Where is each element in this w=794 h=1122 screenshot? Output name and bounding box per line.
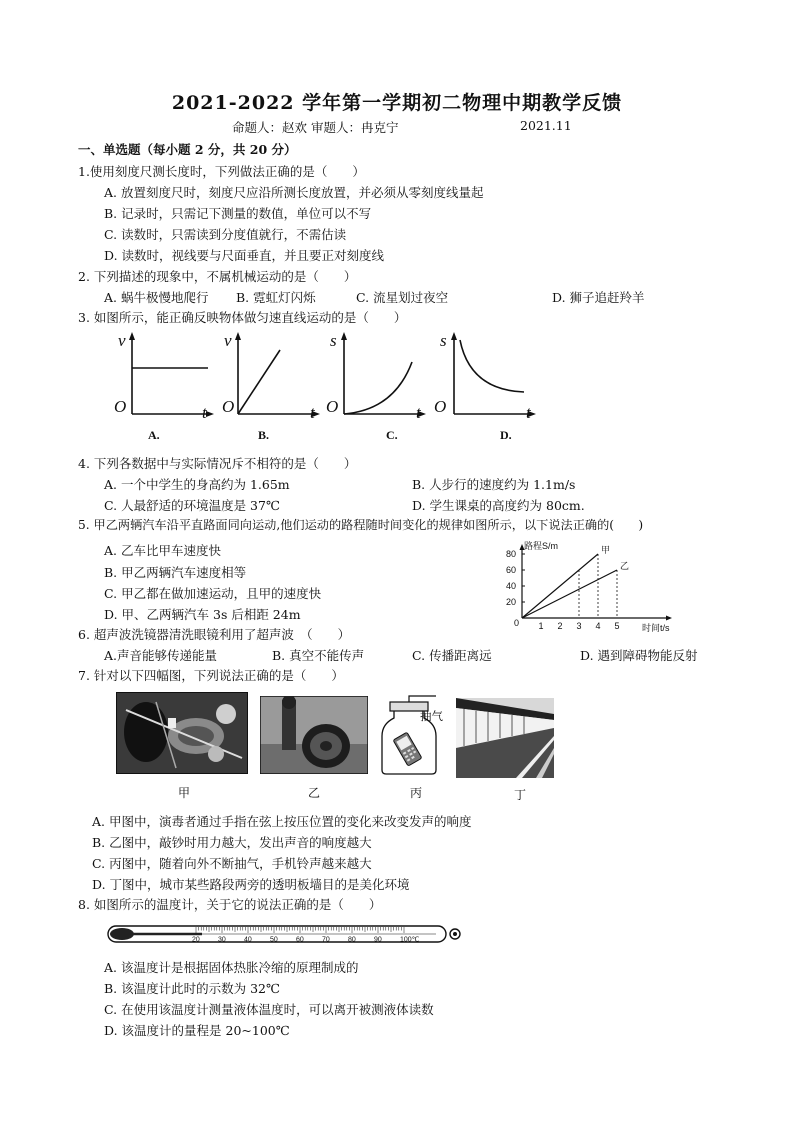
graph-d-label: D.: [500, 428, 512, 442]
chart-xtick-label: 3: [576, 621, 582, 631]
q4-option-b: B. 人步行的速度约为 1.1m/s: [412, 477, 576, 492]
q3-stem: 3. 如图所示，能正确反映物体做匀速直线运动的是（ ）: [78, 310, 407, 325]
graph-c-xlabel: t: [416, 403, 421, 422]
exam-date: 2021.11: [520, 118, 572, 133]
q8-option-c: C. 在使用该温度计测量液体温度时，可以离开被测液体读数: [104, 1002, 434, 1017]
q6-option-c: C. 传播距离远: [412, 648, 492, 663]
graph-a-label: A.: [148, 428, 160, 442]
chart-ytick-label: 20: [506, 597, 517, 607]
q3-motion-graphs: [104, 328, 564, 446]
graph-a-ylabel: v: [118, 331, 126, 350]
graph-c-label: C.: [386, 428, 398, 442]
q7-option-a: A. 甲图中，演毒者通过手指在弦上按压位置的变化来改变发声的响度: [92, 814, 472, 829]
q8-stem: 8. 如图所示的温度计，关于它的说法正确的是（ ）: [78, 897, 382, 912]
chart-xtick-label: 1: [538, 621, 544, 631]
chart-ytick-label: 80: [506, 549, 517, 559]
q4-stem: 4. 下列各数据中与实际情况斥不相符的是（ ）: [78, 456, 357, 471]
chart-xtick-label: 5: [614, 621, 620, 631]
q1-option-a: A. 放置刻度尺时，刻度尺应沿所测长度放置，并必须从零刻度线量起: [104, 185, 484, 200]
section-heading: 一、单选题（每小题 2 分，共 20 分）: [78, 142, 297, 157]
q5-option-a: A. 乙车比甲车速度快: [104, 543, 221, 558]
thermo-scale-label: 30: [218, 936, 226, 944]
q2-option-a: A. 蜗牛极慢地爬行: [104, 290, 209, 305]
q5-stem: 5. 甲乙两辆汽车沿平直路面同向运动,他们运动的路程随时间变化的规律如图所示，以下说法正确的( ): [78, 518, 644, 532]
chart-origin: 0: [514, 618, 520, 628]
graph-a-origin: O: [114, 397, 127, 416]
photo-gong: [260, 696, 368, 774]
thermo-scale-label: 60: [296, 936, 304, 944]
chart-ytick-label: 40: [506, 581, 517, 591]
caption-ding: 丁: [514, 788, 527, 802]
series-label-yi: 乙: [620, 561, 630, 571]
q1-option-c: C. 读数时，只需读到分度值就行，不需估读: [104, 227, 347, 242]
thermo-scale-label: 40: [244, 936, 252, 944]
chart-ylabel: 路程S/m: [524, 541, 559, 551]
caption-yi: 乙: [308, 786, 321, 800]
q6-option-b: B. 真空不能传声: [272, 648, 365, 663]
graph-d-xlabel: t: [526, 403, 531, 422]
q5-option-c: C. 甲乙都在做加速运动，且甲的速度快: [104, 586, 322, 601]
photo-sound-barrier: [456, 698, 554, 778]
graph-d: [434, 331, 536, 442]
q8-option-b: B. 该温度计此时的示数为 32℃: [104, 981, 280, 996]
q8-option-a: A. 该温度计是根据固体热胀冷缩的原理制成的: [104, 960, 359, 975]
graph-c-ylabel: s: [330, 331, 337, 350]
q6-stem: 6. 超声波洗镜器清洗眼镜利用了超声波 （ ）: [78, 627, 351, 642]
q4-option-c: C. 人最舒适的环境温度是 37℃: [104, 498, 280, 513]
graph-b-xlabel: t: [310, 403, 315, 422]
authors-line: 命题人：赵欢 审题人：冉克宁: [232, 120, 399, 135]
thermo-scale-label: 50: [270, 936, 278, 944]
series-line-yi: [522, 570, 617, 618]
graph-b-label: B.: [258, 428, 270, 442]
q7-option-d: D. 丁图中，城市某些路段两旁的透明板墙目的是美化环境: [92, 877, 410, 892]
chart-xtick-label: 4: [595, 621, 601, 631]
q1-option-d: D. 读数时，视线要与尺面垂直，并且要正对刻度线: [104, 248, 385, 263]
q2-stem: 2. 下列描述的现象中，不属机械运动的是（ ）: [78, 269, 357, 284]
graph-b-origin: O: [222, 397, 235, 416]
thermo-scale-label: 90: [374, 936, 382, 944]
q7-option-c: C. 丙图中，随着向外不断抽气，手机铃声越来越大: [92, 856, 372, 871]
q5-option-b: B. 甲乙两辆汽车速度相等: [104, 565, 247, 580]
q7-stem: 7. 针对以下四幅图，下列说法正确的是（ ）: [78, 668, 344, 683]
chart-xlabel: 时间t/s: [642, 623, 670, 633]
jar-phone-diagram: [376, 694, 458, 776]
chart-ytick-label: 60: [506, 565, 517, 575]
q5-option-d: D. 甲、乙两辆汽车 3s 后相距 24m: [104, 607, 301, 622]
caption-jia: 甲: [178, 786, 191, 800]
q2-option-c: C. 流星划过夜空: [356, 290, 449, 305]
q2-option-d: D. 狮子追赶羚羊: [552, 290, 645, 305]
thermo-scale-label: 80: [348, 936, 356, 944]
graph-d-origin: O: [434, 397, 447, 416]
caption-bing: 丙: [410, 786, 423, 800]
q6-option-a: A.声音能够传递能量: [104, 648, 218, 663]
q6-option-d: D. 遇到障碍物能反射: [580, 648, 698, 663]
graph-a: [114, 331, 214, 442]
q2-option-b: B. 霓虹灯闪烁: [236, 290, 316, 305]
thermo-scale-label: 100℃: [400, 936, 420, 944]
graph-b-ylabel: v: [224, 331, 232, 350]
graph-d-ylabel: s: [440, 331, 447, 350]
chart-xtick-label: 2: [557, 621, 563, 631]
thermo-scale-label: 20: [192, 936, 200, 944]
page-title: 2021-2022 学年第一学期初二物理中期教学反馈: [171, 92, 623, 114]
series-label-jia: 甲: [601, 545, 611, 555]
q7-option-b: B. 乙图中，敲钞时用力越大，发出声音的响度越大: [92, 835, 372, 850]
q4-option-a: A. 一个中学生的身高约为 1.65m: [104, 477, 290, 492]
pump-label: 抽气: [420, 709, 443, 723]
thermo-scale-label: 70: [322, 936, 330, 944]
q5-distance-time-chart: [496, 540, 676, 636]
graph-a-xlabel: t: [202, 403, 207, 422]
graph-c-origin: O: [326, 397, 339, 416]
q1-option-b: B. 记录时，只需记下测量的数值，单位可以不写: [104, 206, 372, 221]
photo-violin-player: [116, 692, 248, 774]
q8-option-d: D. 该温度计的量程是 20~100℃: [104, 1023, 290, 1038]
q4-option-d: D. 学生课桌的高度约为 80cm.: [412, 498, 585, 513]
thermometer: [106, 922, 466, 950]
graph-b: [222, 331, 320, 442]
q1-stem: 1.使用刻度尺测长度时，下列做法正确的是（ ）: [78, 164, 365, 179]
graph-c: [326, 331, 426, 442]
